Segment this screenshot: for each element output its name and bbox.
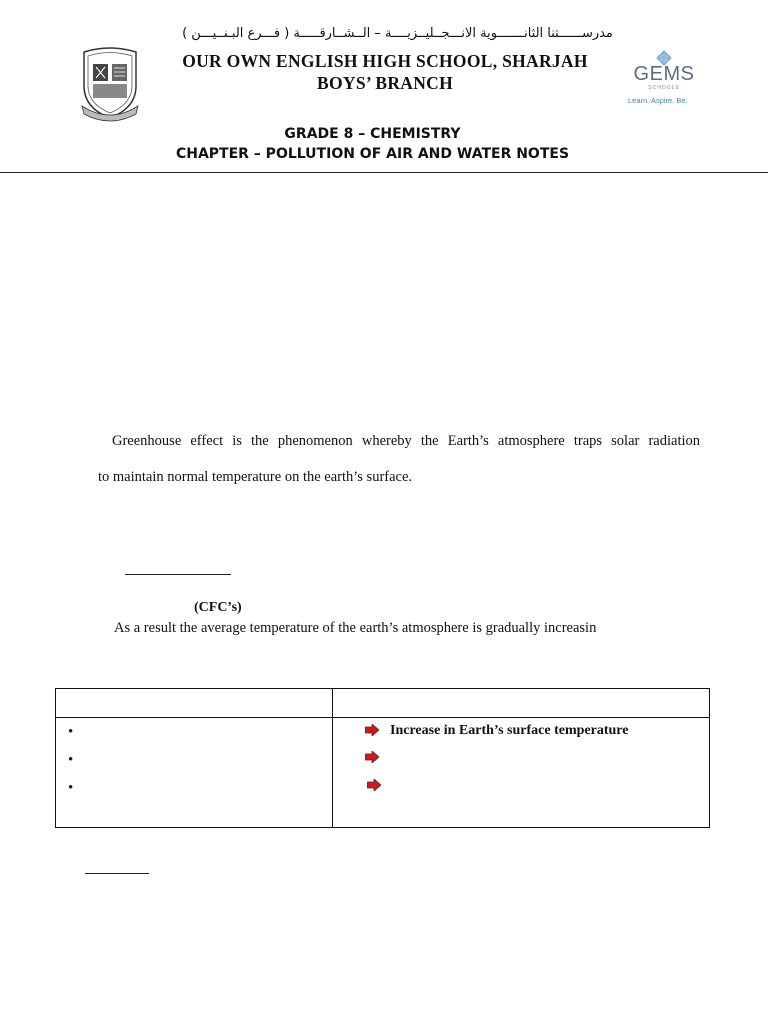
- causes-effects-table: [55, 688, 710, 828]
- cause-bullet-2: •: [68, 752, 74, 768]
- school-crest-logo: [76, 46, 144, 122]
- table-header-divider: [56, 717, 709, 718]
- gems-tagline: Learn. Aspire. Be.: [628, 96, 688, 105]
- gems-logo: [628, 50, 712, 112]
- gems-logo-sub: SCHOOLS: [648, 85, 680, 91]
- grade-title: GRADE 8 – CHEMISTRY: [284, 126, 461, 142]
- effect-item-1: Increase in Earth’s surface temperature: [390, 723, 629, 738]
- cause-bullet-1: •: [68, 724, 74, 740]
- cfc-label: (CFC’s): [194, 600, 242, 615]
- table-column-divider: [332, 689, 333, 827]
- branch-name: BOYS’ BRANCH: [317, 73, 453, 93]
- chapter-title: CHAPTER – POLLUTION OF AIR AND WATER NOTES: [175, 146, 570, 162]
- red-arrow-icon: [367, 779, 381, 791]
- heading-underline: [125, 574, 231, 575]
- greenhouse-line-2: to maintain normal temperature on the earth’s surface.: [98, 469, 413, 485]
- header-divider: [0, 172, 768, 173]
- gems-logo-name: GEMS: [633, 63, 695, 85]
- red-arrow-icon: [365, 724, 379, 736]
- section-underline: [85, 873, 149, 874]
- result-sentence: As a result the average temperature of the earth’s atmosphere is gradually increasin: [114, 620, 597, 636]
- school-name: OUR OWN ENGLISH HIGH SCHOOL, SHARJAH: [182, 51, 588, 71]
- arabic-school-name: مدرســــــتنا الثانـــــــوية الانـــجــليــزيــــة – الــشــارقـــــة ( فـــرع البـنــيـــن ): [182, 26, 613, 41]
- red-arrow-icon: [365, 751, 379, 763]
- greenhouse-definition: [98, 423, 700, 495]
- greenhouse-line-1: Greenhouse effect is the phenomenon whereby the Earth’s atmosphere traps solar radiation: [112, 433, 700, 449]
- cause-bullet-3: •: [68, 780, 74, 796]
